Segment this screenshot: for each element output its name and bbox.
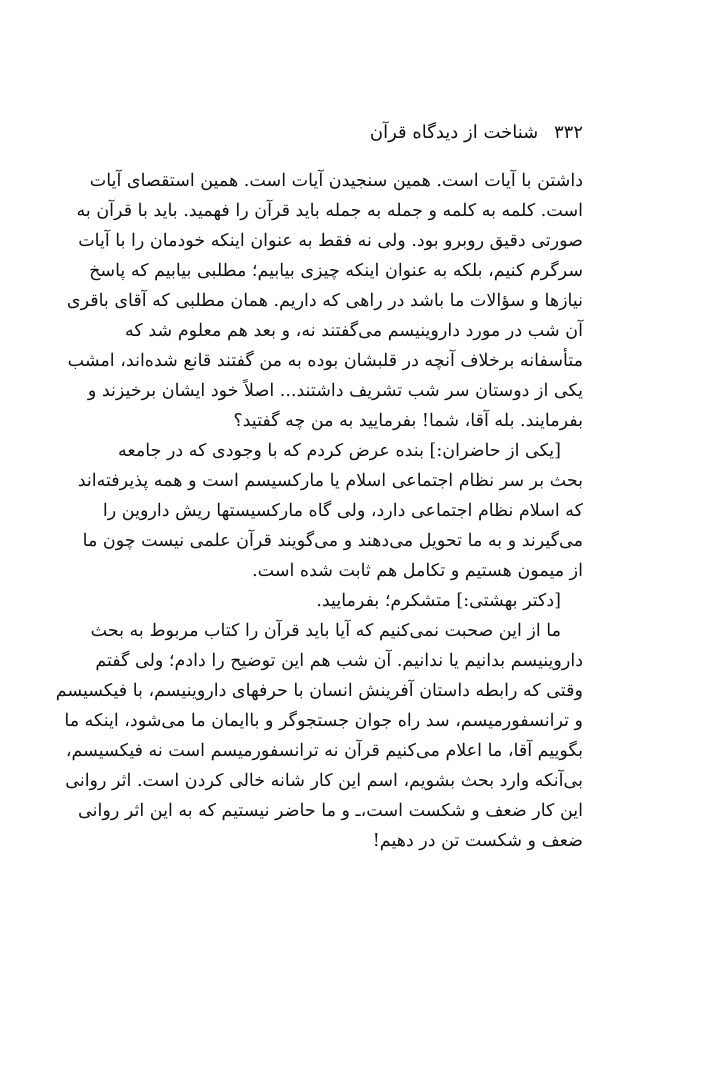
text-line: صورتی دقیق روبرو بود. ولی نه فقط به عنوان اینکه خودمان را با آیات (78, 231, 583, 251)
text-line: ضعف و شکست تن در دهیم! (372, 831, 583, 851)
text-line: یکی از دوستان سر شب تشریف داشتند... اصلاً خود ایشان برخیزند و (87, 381, 583, 401)
text-line: است. کلمه به کلمه و جمله به جمله باید قرآن را فهمید. باید با قرآن به (76, 201, 583, 221)
text-line: بگوییم آقا، ما اعلام می‌کنیم قرآن نه ترانسفورمیسم است نه فیکسیسم، (65, 741, 583, 761)
text-line: که اسلام نظام اجتماعی دارد، ولی گاه مارکسیستها ریش داروین را (102, 501, 583, 521)
text-line: [دکتر بهشتی:] متشکرم؛ بفرمایید. (316, 591, 561, 611)
text-line: ما از این صحبت نمی‌کنیم که آیا باید قرآن را کتاب مربوط به بحث (90, 621, 561, 641)
text-line: و ترانسفورمیسم، سد راه جوان جستجوگر و باایمان ما می‌شود، اینکه ما (64, 711, 583, 731)
running-title: شناخت از دیدگاه قرآن (369, 122, 539, 143)
text-line: سرگرم کنیم، بلکه به عنوان اینکه چیزی بیابیم؛ مطلبی بیابیم که پاسخ (89, 261, 583, 281)
text-line: بحث بر سر نظام اجتماعی اسلام یا مارکسیسم است و همه پذیرفته‌اند (77, 471, 583, 491)
text-line: بی‌آنکه وارد بحث بشویم، اسم این کار شانه خالی کردن است. اثر روانی (65, 771, 583, 791)
text-line: [یکی از حاضران:] بنده عرض کردم که با وجودی که در جامعه (118, 441, 561, 461)
running-header (370, 121, 583, 145)
text-line: بفرمایند. بله آقا، شما! بفرمایید به من چه گفتید؟ (233, 411, 583, 431)
text-line: داروینیسم بدانیم یا ندانیم. آن شب هم این توضیح را دادم؛ ولی گفتم (95, 651, 583, 671)
text-line: از میمون هستیم و تکامل هم ثابت شده است. (252, 561, 583, 581)
text-line: می‌گیرند و به ما تحویل می‌دهند و می‌گویند قرآن علمی نیست چون ما (82, 531, 583, 551)
page-number: ۳۳۲ (553, 122, 583, 143)
text-line: داشتن با آیات است. همین سنجیدن آیات است. همین استقصای آیات (89, 171, 583, 191)
text-line: این کار ضعف و شکست است،ـ و ما حاضر نیستیم که به این اثر روانی (78, 801, 583, 821)
text-line: وقتی که رابطه داستان آفرینش انسان با حرفهای داروینیسم، با فیکسیسم (55, 681, 583, 701)
text-line: آن شب در مورد داروینیسم می‌گفتند نه، و بعد هم معلوم شد که (125, 321, 583, 341)
text-line: نیازها و سؤالات ما باشد در راهی که داریم. همان مطلبی که آقای باقری (66, 291, 583, 311)
text-line: متأسفانه برخلاف آنچه در قلبشان بوده به من گفتند قانع شده‌اند، امشب (67, 351, 583, 371)
